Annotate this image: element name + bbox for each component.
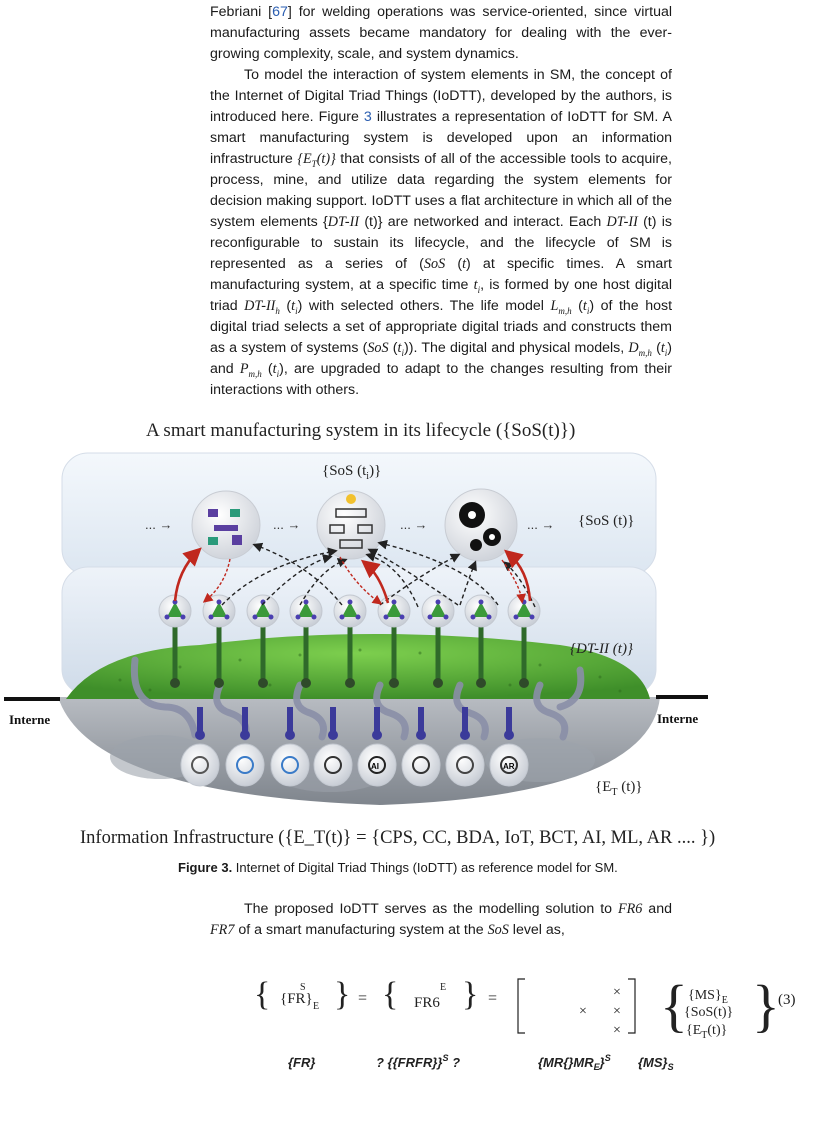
math: DT-II [606, 214, 638, 230]
sos-ti-label: {SoS $(t_i)$} [322, 463, 382, 482]
text: To model the interaction of system elements in SM, the concept of the Internet of Digital Triad Things (IoDTT), developed by the authors, is introduced here. Figure [210, 67, 672, 125]
svg-text:{MS}S: $\{MS\}_S$ [638, 1055, 674, 1072]
math: SoS [367, 340, 389, 356]
math: $t_i$ [660, 340, 668, 358]
math: $P_{m,h}$ [239, 361, 262, 379]
text: ) at specific times. A smart manufacturing system, at a specific time [210, 256, 672, 293]
svg-text:×: × [613, 985, 621, 1000]
text: ) with selected others. The life model [297, 298, 551, 314]
svg-text:{MR{}MRE}S: $\{MR\{\}MR_E\}^S$ [538, 1053, 611, 1072]
dt-ii-label: {DT-II (t)} [570, 641, 633, 657]
math: DT-II [327, 214, 360, 230]
math: $\{E_T(t)\}$ [297, 151, 336, 169]
svg-text:{ET(t)}: $\{E_T(t)\}$ [686, 1023, 728, 1041]
svg-text:E: E [313, 1001, 320, 1012]
svg-text:}: } [752, 975, 780, 1038]
figure-link[interactable]: 3 [363, 109, 372, 125]
svg-text:=: = [358, 990, 368, 1007]
sos-node-3 [445, 489, 517, 561]
svg-text:}: } [334, 976, 351, 1013]
ar-badge: AR [503, 762, 515, 771]
ai-badge: AI [371, 762, 379, 771]
iodtt-figure [0, 445, 816, 825]
paragraph-3: The proposed IoDTT serves as the modelling solution to FR6 and FR7 of a smart manufacturing system at the SoS level as, [210, 901, 672, 938]
dots-arrow-4: ... → [527, 517, 555, 532]
text: ] for welding operations was service-oriented, since virtual manufacturing assets became mandatory for dealing with the ever-growing complexity, scale, and system dynamics. [210, 4, 673, 62]
text: , is formed by one host digital triad [210, 277, 672, 314]
svg-text:×: × [613, 1004, 621, 1019]
math: $t_i$ [291, 298, 298, 316]
svg-text:{FR}: {FR} [280, 991, 313, 1007]
text: ( [388, 340, 398, 356]
text: illustrates a representation of IoDTT for SM. A smart manufacturing system is developed upon an information infrastructure [210, 109, 672, 167]
math: $D_{m,h}$ [628, 340, 652, 358]
text: ) of the host digital triad selects a set of appropriate digital triads and constructs them as a system of systems ( [210, 298, 673, 356]
svg-text:}: } [462, 976, 479, 1013]
svg-text:{FR}: {FR} [288, 1055, 316, 1070]
text: ( [261, 361, 273, 377]
math: t [462, 256, 467, 272]
internet-label-right: Interne [657, 711, 699, 726]
math: $t_i$ [272, 361, 280, 379]
math: $L_{m,h}$ [550, 298, 572, 316]
paragraph-2 [210, 65, 672, 401]
sos-node-2 [317, 491, 385, 559]
math: $t_i$ [397, 340, 404, 358]
text: )). The digital and physical models, [404, 340, 629, 356]
figure-footer: Information Infrastructure ({E_T(t)} = {CPS, CC, BDA, IoT, BCT, AI, ML, AR .... }) [80, 828, 716, 848]
text: ( [571, 298, 583, 314]
dots-arrow-2: ... → [273, 517, 301, 532]
paragraph-1 [210, 2, 672, 65]
figure-title: A smart manufacturing system in its lifecycle ({SoS(t)}) [146, 420, 576, 441]
svg-text:FR6: FR6 [414, 995, 440, 1011]
svg-text:{MS}E: $\{MS\}_E$ [688, 988, 728, 1006]
et-label: {$E_T$ (t)} [595, 779, 643, 798]
text: Febriani [ [210, 4, 273, 20]
dots-arrow-3: ... → [400, 517, 428, 532]
text: ( [651, 340, 661, 356]
svg-text:×: × [579, 1004, 587, 1019]
svg-text:{SoS(t)}: {SoS(t)} [684, 1005, 734, 1020]
text: (t) is reconfigurable to sustain its lifecycle, and the lifecycle of SM is represented as a series of ( [210, 214, 672, 272]
svg-text:{: { [382, 976, 399, 1013]
sos-t-label: {SoS (t)} [578, 513, 635, 529]
dots-arrow-1: ... → [145, 517, 173, 532]
citation-link[interactable]: 67 [272, 4, 288, 20]
svg-text:? {{FRFR}}S ?: ? {{FRFR}}$^S$ ? [376, 1053, 461, 1070]
svg-text:S: S [300, 982, 306, 993]
equation-number: (3) [778, 992, 796, 1008]
math: $t_i$ [473, 277, 481, 295]
math: $t_i$ [582, 298, 590, 316]
math: $DT-II_h$ [244, 298, 280, 316]
internet-label-left: Interne [9, 712, 51, 727]
text: ( [445, 256, 463, 272]
text: ), are upgraded to adapt to the changes resulting from their interactions with others. [210, 361, 672, 398]
sos-node-1 [192, 491, 260, 559]
svg-text:{: { [660, 975, 688, 1038]
text: that consists of all of the accessible tools to acquire, process, mine, and utilize data regarding the system elements for decision making support. IoDTT uses a flat architecture in which all of the system elements { [210, 151, 673, 230]
math: SoS [423, 256, 446, 272]
text: ) and [210, 340, 673, 377]
svg-text:=: = [488, 990, 498, 1007]
figure-caption: Figure 3. Internet of Digital Triad Things (IoDTT) as reference model for SM. [178, 860, 618, 875]
svg-text:{: { [254, 976, 271, 1013]
text: (t)} are networked and interact. Each [359, 214, 607, 230]
equation-3 [240, 975, 780, 1075]
svg-text:E: E [440, 982, 447, 993]
text: ( [279, 298, 292, 314]
svg-text:×: × [613, 1023, 621, 1038]
